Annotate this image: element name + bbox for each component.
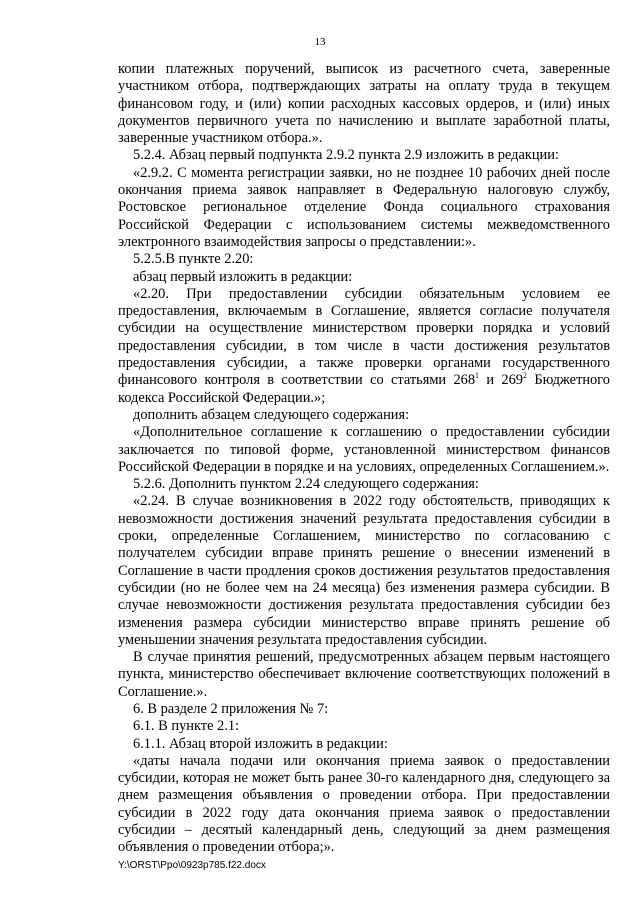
paragraph: 6.1.1. Абзац второй изложить в редакции: xyxy=(133,735,388,752)
paragraph: 5.2.5.В пункте 2.20: xyxy=(133,251,254,268)
paragraph: дополнить абзацем следующего содержания: xyxy=(133,406,410,423)
paragraph: «Дополнительное соглашение к соглашению о предоставлении субсидии заключается по типовой форме, установленной министерством финансов Российской Федерации в порядке и на условиях, определенных Соглашением.». xyxy=(118,424,610,475)
paragraph: копии платежных поручений, выписок из расчетного счета, заверенные участником отбора, подтверждающих затраты на оплату труда в текущем финансовом году, и (или) копии расходных кассовых ордеров, и (или) иных документов первичного учета по начислению и выплате заработной платы, заверенные участником отбора.». xyxy=(118,61,610,147)
paragraph: 6. В разделе 2 приложения № 7: xyxy=(133,700,329,717)
page-number: 13 xyxy=(314,36,326,48)
paragraph: «2.24. В случае возникновения в 2022 году обстоятельств, приводящих к невозможности достижения значений результата предоставления субсидии в сроки, определенные Соглашением, министерство по согласованию с получателем субсидии вправе принять решение о внесении изменений в Соглашение в части продления сроков достижения результатов предоставления субсидии (но не более чем на 24 месяца) без изменения размера субсидии. В случае невозможности достижения результата предоставления субсидии без изменения размера субсидии министерство вправе принять решение об уменьшении значения результата предоставления субсидии. xyxy=(118,493,610,648)
superscript: 2 xyxy=(523,371,527,381)
paragraph: абзац первый изложить в редакции: xyxy=(133,268,353,285)
paragraph-text: и 269 xyxy=(479,372,523,389)
paragraph: 6.1. В пункте 2.1: xyxy=(133,718,240,735)
paragraph: «2.9.2. С момента регистрации заявки, но не позднее 10 рабочих дней после окончания приема заявок направляет в Федеральную налоговую службу, Ростовское региональное отделение Фонда социального страхования Российской Федерации с использованием системы межведомственного электронного взаимодействия запросы о представлении:». xyxy=(118,164,610,250)
paragraph: 5.2.6. Дополнить пунктом 2.24 следующего содержания: xyxy=(133,476,479,493)
superscript: 1 xyxy=(475,371,480,381)
paragraph: В случае принятия решений, предусмотренных абзацем первым настоящего пункта, министерство обеспечивает включение соответствующих положений в Соглашение.». xyxy=(118,649,610,700)
paragraph xyxy=(118,286,610,407)
paragraph-text: Бюджетного кодекса Российской Федерации.»; xyxy=(118,372,610,406)
document-body xyxy=(118,61,610,857)
paragraph-text: «2.20. При предоставлении субсидии обязательным условием ее предоставления, включаемым в Соглашение, является согласие получателя субсидии на осуществление министерством проверки порядка и условий предоставления субсидии, в том числе в части достижения результатов предоставления субсидии, а также проверки органами государственного финансового контроля в соответствии со статьями 268 xyxy=(118,285,610,389)
paragraph: «даты начала подачи или окончания приема заявок о предоставлении субсидии, которая не может быть ранее 30-го календарного дня, следующего за днем размещения объявления о проведении отбора. При предоставлении субсидии в 2022 году дата окончания приема заявок о предоставлении субсидии – десятый календарный день, следующий за днем размещения объявления о проведении отбора;». xyxy=(118,752,610,856)
file-path-footer: Y:\ORST\Ppo\0923p785.f22.docx xyxy=(118,860,266,871)
paragraph: 5.2.4. Абзац первый подпункта 2.9.2 пункта 2.9 изложить в редакции: xyxy=(133,147,559,164)
